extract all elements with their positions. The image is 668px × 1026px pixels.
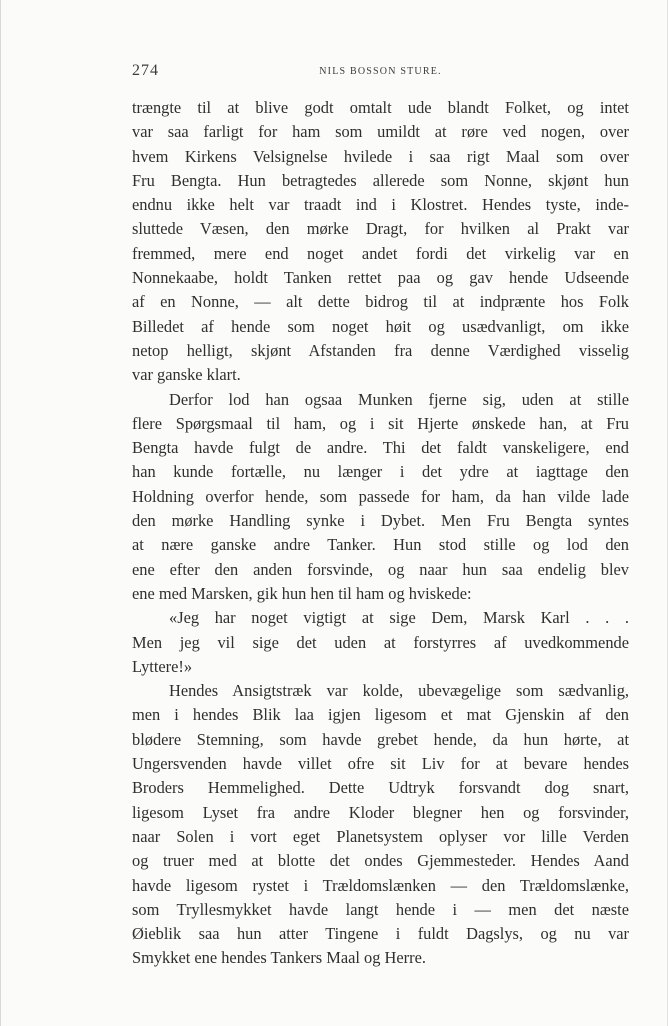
page-number: 274 bbox=[132, 62, 159, 79]
paragraph bbox=[132, 96, 629, 388]
text-line: Lyttere!» bbox=[132, 656, 193, 676]
text-line: ene med Marsken, gik hun hen til ham og hviskede: bbox=[132, 583, 472, 603]
text-line: Hendes Ansigtstræk var kolde, ubevægelige som sædvanlig, bbox=[169, 681, 629, 701]
body-text bbox=[132, 96, 629, 971]
text-line: Derfor lod han ogsaa Munken fjerne sig, uden at stille bbox=[169, 389, 629, 409]
text-line: Ungersvenden havde villet ofre sit Liv for at bevare hendes bbox=[132, 754, 629, 774]
text-line: var saa farligt for ham som umildt at røre ved nogen, over bbox=[132, 122, 629, 142]
text-line: Øieblik saa hun atter Tingene i fuldt Dagslys, og nu var bbox=[132, 924, 629, 944]
text-line: blødere Stemning, som havde grebet hende, da hun hørte, at bbox=[132, 729, 629, 749]
paragraph bbox=[132, 679, 629, 971]
text-line: Smykket ene hendes Tankers Maal og Herre. bbox=[132, 948, 426, 968]
text-line: og truer med at blotte det ondes Gjemmesteder. Hendes Aand bbox=[132, 851, 629, 871]
text-line: endnu ikke helt var traadt ind i Klostret. Hendes tyste, inde- bbox=[132, 195, 629, 215]
text-line: Billedet af hende som noget høit og usædvanligt, om ikke bbox=[132, 316, 629, 336]
text-line: Holdning overfor hende, som passede for ham, da han vilde lade bbox=[132, 486, 629, 506]
text-line: netop helligt, skjønt Afstanden fra denne Værdighed visselig bbox=[132, 340, 629, 360]
text-line: ligesom Lyset fra andre Kloder blegner hen og forsvinder, bbox=[132, 802, 629, 822]
text-line: hvem Kirkens Velsignelse hvilede i saa rigt Maal som over bbox=[132, 146, 629, 166]
text-line: Nonnekaabe, holdt Tanken rettet paa og gav hende Udseende bbox=[132, 268, 629, 288]
text-line: ene efter den anden forsvinde, og naar hun saa endelig blev bbox=[132, 559, 629, 579]
text-line: fremmed, mere end noget andet fordi det virkelig var en bbox=[132, 243, 629, 263]
text-line: Fru Bengta. Hun betragtedes allerede som Nonne, skjønt hun bbox=[132, 170, 629, 190]
text-line: men i hendes Blik laa igjen ligesom et mat Gjenskin af den bbox=[132, 705, 629, 725]
text-line: var ganske klart. bbox=[132, 365, 241, 385]
text-line: Men jeg vil sige det uden at forstyrres af uvedkommende bbox=[132, 632, 629, 652]
page-header bbox=[132, 60, 629, 90]
text-line: som Tryllesmykket havde langt hende i — men det næste bbox=[132, 899, 629, 919]
running-head: NILS BOSSON STURE. bbox=[319, 66, 442, 77]
text-line: af en Nonne, — alt dette bidrog til at indprænte hos Folk bbox=[132, 292, 629, 312]
text-line: havde ligesom rystet i Trældomslænken — den Trældomslænke, bbox=[132, 875, 629, 895]
text-line: han kunde fortælle, nu længer i det ydre at iagttage den bbox=[132, 462, 629, 482]
text-line: den mørke Handling synke i Dybet. Men Fru Bengta syntes bbox=[132, 511, 629, 531]
text-line: Broders Hemmelighed. Dette Udtryk forsvandt dog snart, bbox=[132, 778, 629, 798]
text-line: at nære ganske andre Tanker. Hun stod stille og lod den bbox=[132, 535, 629, 555]
text-line: sluttede Væsen, den mørke Dragt, for hvilken al Prakt var bbox=[132, 219, 629, 239]
text-line: «Jeg har noget vigtigt at sige Dem, Marsk Karl . . . bbox=[169, 608, 629, 628]
text-line: trængte til at blive godt omtalt ude blandt Folket, og intet bbox=[132, 98, 629, 117]
text-line: naar Solen i vort eget Planetsystem oplyser vor lille Verden bbox=[132, 826, 629, 846]
text-line: Bengta havde fulgt de andre. Thi det faldt vanskeligere, end bbox=[132, 438, 629, 458]
paragraph bbox=[132, 388, 629, 607]
paragraph bbox=[132, 606, 629, 679]
text-line: flere Spørgsmaal til ham, og i sit Hjerte ønskede han, at Fru bbox=[132, 413, 629, 433]
